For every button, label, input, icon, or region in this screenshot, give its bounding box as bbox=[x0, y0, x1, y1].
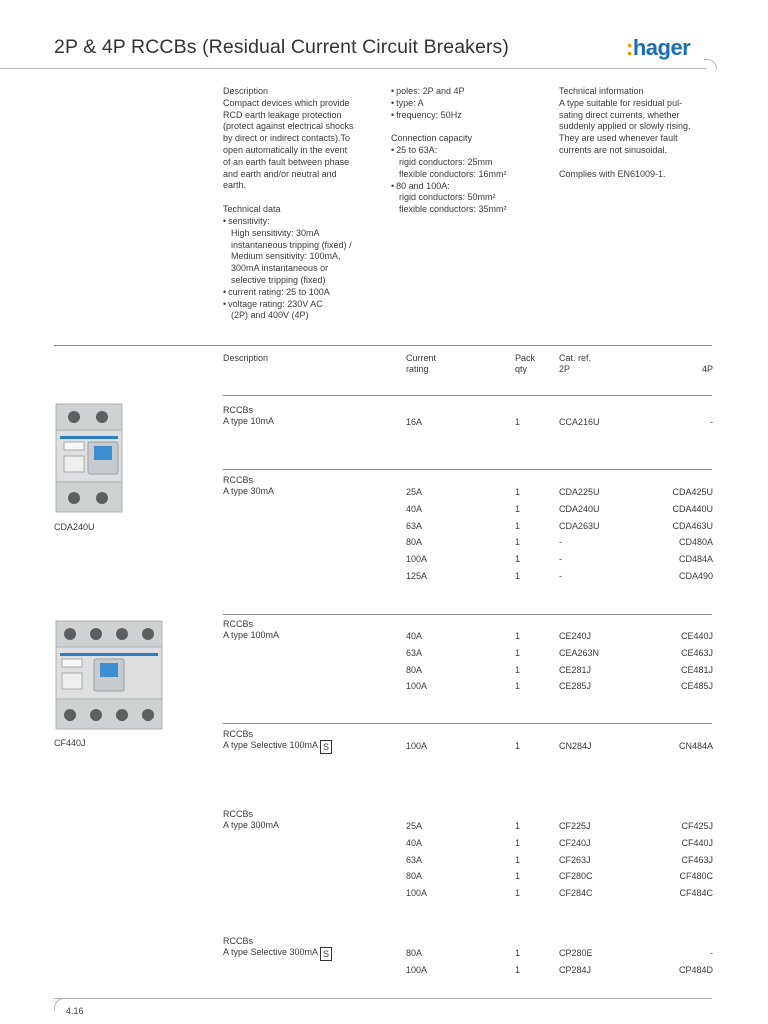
cell-catref-4p: CF463J bbox=[681, 855, 713, 865]
page-number: 4.16 bbox=[66, 1006, 84, 1016]
rccb-2p-drawing bbox=[54, 402, 124, 514]
technical-info-line: They are used whenever fault bbox=[559, 133, 678, 144]
group-label-line1: RCCBs bbox=[223, 936, 254, 946]
header-rule-curve bbox=[704, 59, 717, 70]
group-label-line2: A type 10mA bbox=[223, 415, 275, 426]
cell-catref-2p: CF280C bbox=[559, 871, 593, 881]
cell-pack-qty: 1 bbox=[515, 487, 521, 497]
group-rule bbox=[223, 469, 712, 470]
cell-rating: 80A bbox=[406, 665, 423, 675]
connection-item: rigid conductors: 50mm² bbox=[399, 192, 496, 203]
cell-catref-2p: CP284J bbox=[559, 965, 592, 975]
cell-catref-4p: - bbox=[710, 417, 713, 427]
col-header-4p: 4P bbox=[701, 364, 713, 374]
technical-data-item: instantaneous tripping (fixed) / bbox=[231, 239, 352, 250]
group-label-row bbox=[223, 820, 279, 831]
cell-pack-qty: 1 bbox=[515, 948, 521, 958]
connection-item: • 25 to 63A: bbox=[391, 145, 551, 157]
cell-rating: 40A bbox=[406, 504, 423, 514]
group-label-row bbox=[223, 486, 274, 497]
group-label bbox=[223, 729, 332, 754]
group-label-line2: A type 30mA bbox=[223, 485, 275, 496]
cell-pack-qty: 1 bbox=[515, 741, 521, 751]
description-line: by direct or indirect contacts).To bbox=[223, 133, 351, 144]
hager-logo bbox=[626, 35, 690, 61]
cell-rating: 100A bbox=[406, 965, 428, 975]
technical-info-column bbox=[559, 86, 719, 181]
cell-catref-4p: CDA490 bbox=[678, 571, 713, 581]
cell-pack-qty: 1 bbox=[515, 417, 521, 427]
col-header-rating bbox=[406, 353, 436, 375]
cell-catref-4p: CP484D bbox=[678, 965, 713, 975]
cell-catref-4p: CDA463U bbox=[672, 521, 713, 531]
group-label-row bbox=[223, 416, 274, 427]
cell-catref-4p: CE481J bbox=[680, 665, 713, 675]
col-header-pack bbox=[515, 353, 535, 375]
cell-catref-2p: CE281J bbox=[559, 665, 592, 675]
cell-catref-4p: CF484C bbox=[679, 888, 713, 898]
cell-rating: 100A bbox=[406, 681, 428, 691]
description-line: of an earth fault between phase bbox=[223, 156, 350, 167]
specs-column bbox=[391, 86, 551, 216]
selective-symbol: S bbox=[320, 740, 332, 754]
cell-rating: 16A bbox=[406, 417, 423, 427]
technical-data-heading: Technical data bbox=[223, 204, 281, 215]
cell-rating: 80A bbox=[406, 537, 423, 547]
col-header-pack-line1: Pack bbox=[515, 353, 536, 363]
cell-rating: 80A bbox=[406, 871, 423, 881]
group-label bbox=[223, 475, 274, 496]
cell-catref-2p: CDA263U bbox=[559, 521, 600, 531]
cell-catref-2p: CF240J bbox=[559, 838, 591, 848]
description-line: open automatically in the event bbox=[223, 144, 348, 155]
cell-catref-2p: CF263J bbox=[559, 855, 591, 865]
cell-pack-qty: 1 bbox=[515, 855, 521, 865]
description-heading: Description bbox=[223, 86, 269, 96]
group-label-line2: A type Selective 300mA bbox=[223, 946, 319, 957]
technical-info-text bbox=[559, 98, 719, 157]
cell-catref-2p: CCA216U bbox=[559, 417, 600, 427]
technical-info-line: currents are not sinusoidal. bbox=[559, 144, 668, 155]
cell-pack-qty: 1 bbox=[515, 521, 521, 531]
cell-catref-4p: CD484A bbox=[678, 554, 713, 564]
spec-item: • frequency: 50Hz bbox=[391, 110, 551, 122]
col-header-pack-line2: qty bbox=[515, 364, 528, 374]
cell-catref-2p: CF225J bbox=[559, 821, 591, 831]
cell-rating: 63A bbox=[406, 855, 423, 865]
cell-catref-4p: CE463J bbox=[680, 648, 713, 658]
group-label bbox=[223, 619, 279, 640]
technical-data-item: High sensitivity: 30mA bbox=[231, 227, 320, 238]
cell-rating: 100A bbox=[406, 888, 428, 898]
cell-pack-qty: 1 bbox=[515, 871, 521, 881]
connection-item: flexible conductors: 35mm² bbox=[399, 204, 507, 215]
technical-info-line: A type suitable for residual pul- bbox=[559, 97, 683, 108]
group-rule bbox=[223, 723, 712, 724]
technical-data-item: • voltage rating: 230V AC bbox=[223, 299, 388, 311]
technical-info-line: sating direct currents, whether bbox=[559, 109, 680, 120]
group-label-line2: A type 100mA bbox=[223, 629, 280, 640]
cell-rating: 63A bbox=[406, 648, 423, 658]
group-label bbox=[223, 405, 274, 426]
spec-item: • type: A bbox=[391, 98, 551, 110]
cell-catref-2p: CF284C bbox=[559, 888, 593, 898]
cell-catref-4p: CF440J bbox=[681, 838, 713, 848]
description-line: (protect against electrical shocks bbox=[223, 121, 354, 132]
cell-pack-qty: 1 bbox=[515, 965, 521, 975]
image-caption-1: CDA240U bbox=[54, 522, 95, 532]
cell-catref-2p: CE240J bbox=[559, 631, 592, 641]
connection-capacity-list bbox=[391, 145, 551, 216]
connection-item: flexible conductors: 16mm² bbox=[399, 168, 507, 179]
cell-pack-qty: 1 bbox=[515, 821, 521, 831]
cell-rating: 125A bbox=[406, 571, 428, 581]
footer-rule bbox=[54, 998, 712, 999]
cell-catref-2p: CDA225U bbox=[559, 487, 600, 497]
description-text bbox=[223, 98, 388, 192]
group-rule bbox=[223, 395, 712, 396]
cell-pack-qty: 1 bbox=[515, 681, 521, 691]
technical-info-heading: Technical information bbox=[559, 86, 644, 96]
cell-pack-qty: 1 bbox=[515, 838, 521, 848]
technical-data-item: • current rating: 25 to 100A bbox=[223, 287, 388, 299]
col-header-catref-line1: Cat. ref. bbox=[559, 353, 592, 363]
group-rule bbox=[223, 614, 712, 615]
cell-catref-2p: - bbox=[559, 537, 562, 547]
technical-data-item: (2P) and 400V (4P) bbox=[231, 310, 309, 321]
group-label bbox=[223, 809, 279, 830]
group-label-line1: RCCBs bbox=[223, 729, 254, 739]
connection-item: • 80 and 100A: bbox=[391, 181, 551, 193]
header-rule bbox=[0, 68, 706, 69]
compliance-note: Complies with EN61009-1. bbox=[559, 168, 666, 179]
rccb-4p-drawing bbox=[54, 619, 164, 731]
group-label-line2: A type Selective 100mA bbox=[223, 739, 319, 750]
col-header-2p: 2P bbox=[559, 364, 571, 374]
cell-catref-2p: CP280E bbox=[559, 948, 593, 958]
cell-pack-qty: 1 bbox=[515, 554, 521, 564]
rccb-4p-image bbox=[54, 619, 164, 731]
cell-catref-4p: CE485J bbox=[680, 681, 713, 691]
description-line: Compact devices which provide bbox=[223, 97, 350, 108]
cell-rating: 40A bbox=[406, 631, 423, 641]
technical-data-item: selective tripping (fixed) bbox=[231, 274, 326, 285]
group-label-line1: RCCBs bbox=[223, 619, 254, 629]
cell-catref-4p: CN484A bbox=[678, 741, 713, 751]
rccb-2p-image bbox=[54, 402, 124, 514]
connection-capacity-heading: Connection capacity bbox=[391, 133, 473, 144]
cell-catref-4p: CD480A bbox=[678, 537, 713, 547]
cell-catref-4p: CDA425U bbox=[672, 487, 713, 497]
cell-catref-2p: - bbox=[559, 571, 562, 581]
cell-rating: 25A bbox=[406, 821, 423, 831]
spec-item: • poles: 2P and 4P bbox=[391, 86, 551, 98]
description-line: and earth and/or neutral and bbox=[223, 168, 337, 179]
cell-catref-4p: CF425J bbox=[681, 821, 713, 831]
col-header-catref bbox=[559, 353, 591, 375]
cell-pack-qty: 1 bbox=[515, 537, 521, 547]
connection-item: rigid conductors: 25mm bbox=[399, 156, 493, 167]
cell-catref-4p: CDA440U bbox=[672, 504, 713, 514]
specs-list bbox=[391, 86, 551, 121]
cell-rating: 63A bbox=[406, 521, 423, 531]
col-header-description: Description bbox=[223, 353, 269, 363]
col-header-rating-line2: rating bbox=[406, 364, 429, 374]
cell-pack-qty: 1 bbox=[515, 648, 521, 658]
description-line: RCD earth leakage protection bbox=[223, 109, 342, 120]
group-label-line1: RCCBs bbox=[223, 809, 254, 819]
selective-symbol: S bbox=[320, 947, 332, 961]
cell-catref-2p: CE285J bbox=[559, 681, 592, 691]
cell-catref-2p: CDA240U bbox=[559, 504, 600, 514]
cell-rating: 100A bbox=[406, 554, 428, 564]
technical-data-item: • sensitivity: bbox=[223, 216, 388, 228]
cell-catref-4p: - bbox=[710, 948, 713, 958]
cell-pack-qty: 1 bbox=[515, 665, 521, 675]
logo-colon: : bbox=[626, 35, 633, 60]
technical-data-item: Medium sensitivity: 100mA, bbox=[231, 251, 341, 262]
cell-rating: 25A bbox=[406, 487, 423, 497]
technical-data-item: 300mA instantaneous or bbox=[231, 263, 329, 274]
cell-rating: 100A bbox=[406, 741, 428, 751]
group-label-row bbox=[223, 740, 332, 754]
technical-info-line: suddenly applied or slowly rising. bbox=[559, 121, 691, 132]
group-label bbox=[223, 936, 332, 961]
cell-pack-qty: 1 bbox=[515, 631, 521, 641]
cell-rating: 40A bbox=[406, 838, 423, 848]
cell-catref-4p: CE440J bbox=[680, 631, 713, 641]
cell-catref-2p: - bbox=[559, 554, 562, 564]
group-label-line1: RCCBs bbox=[223, 405, 254, 415]
logo-text: hager bbox=[632, 35, 691, 60]
description-column bbox=[223, 86, 388, 322]
group-label-line1: RCCBs bbox=[223, 475, 254, 485]
cell-pack-qty: 1 bbox=[515, 888, 521, 898]
cell-catref-2p: CN284J bbox=[559, 741, 592, 751]
cell-catref-4p: CF480C bbox=[679, 871, 713, 881]
description-line: earth. bbox=[223, 180, 247, 191]
table-top-rule bbox=[54, 345, 712, 346]
group-label-line2: A type 300mA bbox=[223, 819, 280, 830]
technical-data-list bbox=[223, 216, 388, 322]
group-label-row bbox=[223, 947, 332, 961]
cell-pack-qty: 1 bbox=[515, 504, 521, 514]
cell-rating: 80A bbox=[406, 948, 423, 958]
group-label-row bbox=[223, 630, 279, 641]
image-caption-2: CF440J bbox=[54, 738, 86, 748]
col-header-rating-line1: Current bbox=[406, 353, 437, 363]
cell-pack-qty: 1 bbox=[515, 571, 521, 581]
page-title: 2P & 4P RCCBs (Residual Current Circuit Breakers) bbox=[54, 36, 509, 58]
cell-catref-2p: CEA263N bbox=[559, 648, 600, 658]
